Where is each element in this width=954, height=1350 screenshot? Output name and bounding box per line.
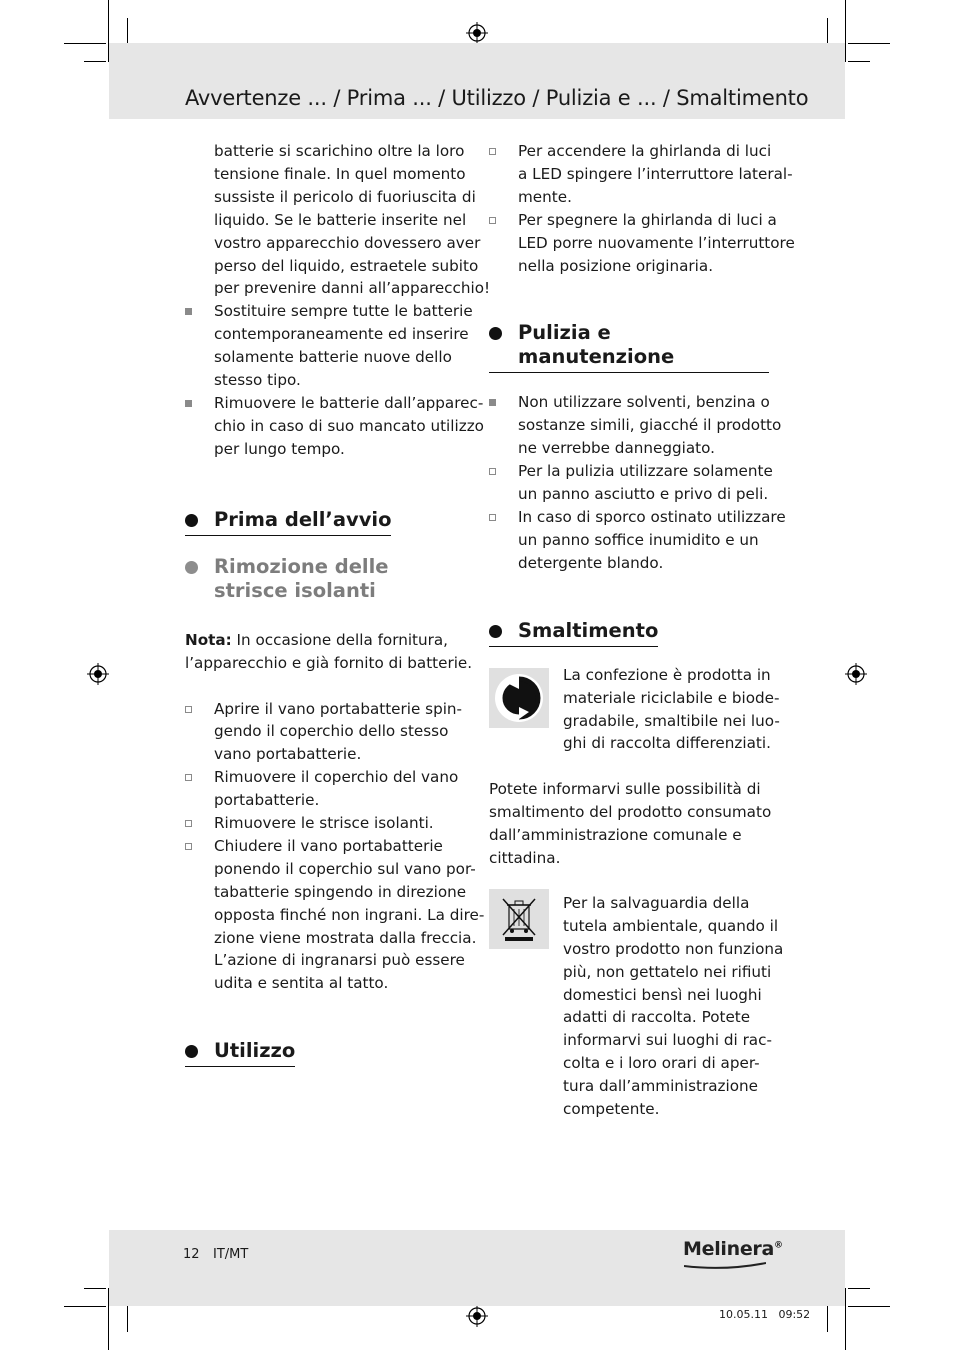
list-item [185,300,473,392]
text-line: a LED spingere l’interruttore lateral- [518,164,793,183]
crop-mark [84,61,106,62]
checkbox-bullet-icon [489,217,496,224]
registration-mark-icon [845,663,867,685]
text-line: vostro apparecchio dovessero aver [214,233,481,252]
crop-mark [827,1302,828,1332]
weee-block [489,892,784,1121]
text-line: sussiste il pericolo di fuoriuscita di [214,187,476,206]
text-line: Chiudere il vano portabatterie [214,836,443,855]
language-code: IT/MT [213,1247,249,1262]
text-line: Per la salvaguardia della [563,893,750,912]
text-line: solamente batterie nuove dello [214,348,452,367]
text-line: smaltimento del prodotto consumato [489,803,772,822]
text-line: detergente blando. [518,553,664,572]
logo-swoosh-icon [684,1262,766,1270]
text-line: cittadina. [489,849,561,868]
square-bullet-icon [489,399,496,406]
registration-mark-icon [466,22,488,44]
checkbox-bullet-icon [489,514,496,521]
intro-paragraph [185,140,491,300]
text-line: contemporaneamente ed inserire [214,325,469,344]
text-line: batterie si scarichino oltre la loro [214,142,465,160]
text-line: chio in caso di suo mancato utilizzo [214,416,484,435]
step-item [185,812,465,835]
square-bullet-icon [185,308,192,315]
heading-dot-icon [185,1045,198,1058]
step-item [185,698,465,767]
text-line: ne verrebbe danneggiato. [518,439,715,458]
text-line: tensione finale. In quel momento [214,164,466,183]
brand-logo: Melinera® [683,1238,783,1260]
text-line: vostro prodotto non funziona [563,939,784,958]
text-line: Sostituire sempre tutte le batterie [214,302,473,321]
crop-mark [848,43,890,44]
text-line: un panno soffice inumidito e un [518,530,759,549]
step-item [489,460,773,506]
text-line: Per spegnere la ghirlanda di luci a [518,210,777,229]
text-line: In occasione della fornitura, [231,630,448,649]
text-line: sostanze simili, giacché il prodotto [518,416,782,435]
step-item [489,506,786,575]
left-column [185,140,491,1067]
text-line: Per accendere la ghirlanda di luci [518,142,772,160]
section-heading-smaltimento: Smaltimento [489,619,658,647]
print-timestamp: 10.05.11 09:52 [719,1308,811,1321]
checkbox-bullet-icon [185,820,192,827]
crop-mark [845,0,846,62]
text-line: vano portabatterie. [214,745,362,764]
text-line: gradabile, smaltibile nei luo- [563,711,780,730]
checkbox-bullet-icon [489,468,496,475]
checkbox-bullet-icon [185,843,192,850]
text-line: materiale riciclabile e biode- [563,688,780,707]
page-number: 12 [183,1247,200,1262]
step-item [185,835,485,995]
crop-mark [127,1302,128,1332]
text-line: tabatterie spingendo in direzione [214,882,467,901]
text-line: nella posizione originaria. [518,256,714,275]
text-line: ghi di raccolta differenziati. [563,734,771,753]
step-item [489,209,795,278]
step-item [489,140,793,209]
text-line: informarvi sui luoghi di rac- [563,1031,772,1050]
text-line: competente. [563,1100,660,1119]
registration-mark-icon [466,1305,488,1327]
text-line: Potete informarvi sulle possibilità di [489,780,761,799]
heading-dot-icon [185,514,198,527]
nota-label: Nota: [185,630,232,649]
step-item [185,766,465,812]
text-line: Aprire il vano portabatterie spin- [214,699,463,718]
crop-mark [64,43,106,44]
text-line: LED porre nuovamente l’interruttore [518,233,795,252]
crop-mark [848,1288,870,1289]
section-heading-utilizzo: Utilizzo [185,1039,295,1067]
text-line: tutela ambientale, quando il [563,916,779,935]
checkbox-bullet-icon [185,774,192,781]
text-line: Rimuovere le strisce isolanti. [214,814,434,833]
checkbox-bullet-icon [489,148,496,155]
right-column [489,140,795,1121]
text-line: per lungo tempo. [214,439,345,458]
page-title: Avvertenze ... / Prima ... / Utilizzo / Pulizia e ... / Smaltimento [185,86,809,110]
text-line: domestici bensì nei luoghi [563,985,762,1004]
section-heading-prima: Prima dell’avvio [185,508,391,536]
list-item [185,392,484,461]
crop-mark [848,1306,890,1307]
text-line: portabatterie. [214,791,320,810]
heading-dot-icon [489,625,502,638]
crop-mark [845,1288,846,1350]
text-line: opposta finché non ingrani. La dire- [214,905,485,924]
text-line: per prevenire danni all’apparecchio! [214,279,491,298]
list-item [489,391,782,460]
heading-dot-icon [489,327,502,340]
text-line: L’azione di ingranarsi può essere [214,951,465,970]
text-line: stesso tipo. [214,371,301,390]
text-line: La confezione è prodotta in [563,665,771,684]
text-line: ponendo il coperchio sul vano por- [214,859,476,878]
disposal-info-paragraph [489,778,772,870]
subsection-heading-rimozione: Rimozione delle strisce isolanti [185,555,465,603]
text-line: adatti di raccolta. Potete [563,1008,751,1027]
text-line: mente. [518,187,572,206]
text-line: tura dall’amministrazione [563,1077,759,1096]
text-line: liquido. Se le batterie inserite nel [214,210,467,229]
text-line: Rimuovere il coperchio del vano [214,768,459,787]
text-line: Rimuovere le batterie dall’apparec- [214,393,484,412]
text-line: un panno asciutto e privo di peli. [518,485,769,504]
section-heading-pulizia: Pulizia e manutenzione [489,321,769,373]
text-line: zione viene mostrata dalla freccia. [214,928,477,947]
text-line: Non utilizzare solventi, benzina o [518,393,770,412]
text-line: più, non gettatelo nei rifiuti [563,962,772,981]
crossed-bin-icon [489,889,549,949]
square-bullet-icon [185,400,192,407]
text-line: In caso di sporco ostinato utilizzare [518,507,786,526]
nota-paragraph [185,629,473,675]
text-line: Per la pulizia utilizzare solamente [518,462,773,481]
crop-mark [84,1288,106,1289]
crop-mark [64,1306,106,1307]
text-line: dall’amministrazione comunale e [489,826,742,845]
text-line: l’apparecchio e già fornito di batterie. [185,653,473,672]
crop-mark [848,61,870,62]
heading-dot-icon [185,561,198,574]
text-line: perso del liquido, estraetele subito [214,256,479,275]
text-line: colta e i loro orari di aper- [563,1054,760,1073]
green-dot-recycling-icon [489,668,549,728]
checkbox-bullet-icon [185,706,192,713]
text-line: udita e sentita al tatto. [214,974,389,993]
text-line: gendo il coperchio dello stesso [214,722,449,741]
recycle-block [489,664,780,756]
registration-mark-icon [87,663,109,685]
